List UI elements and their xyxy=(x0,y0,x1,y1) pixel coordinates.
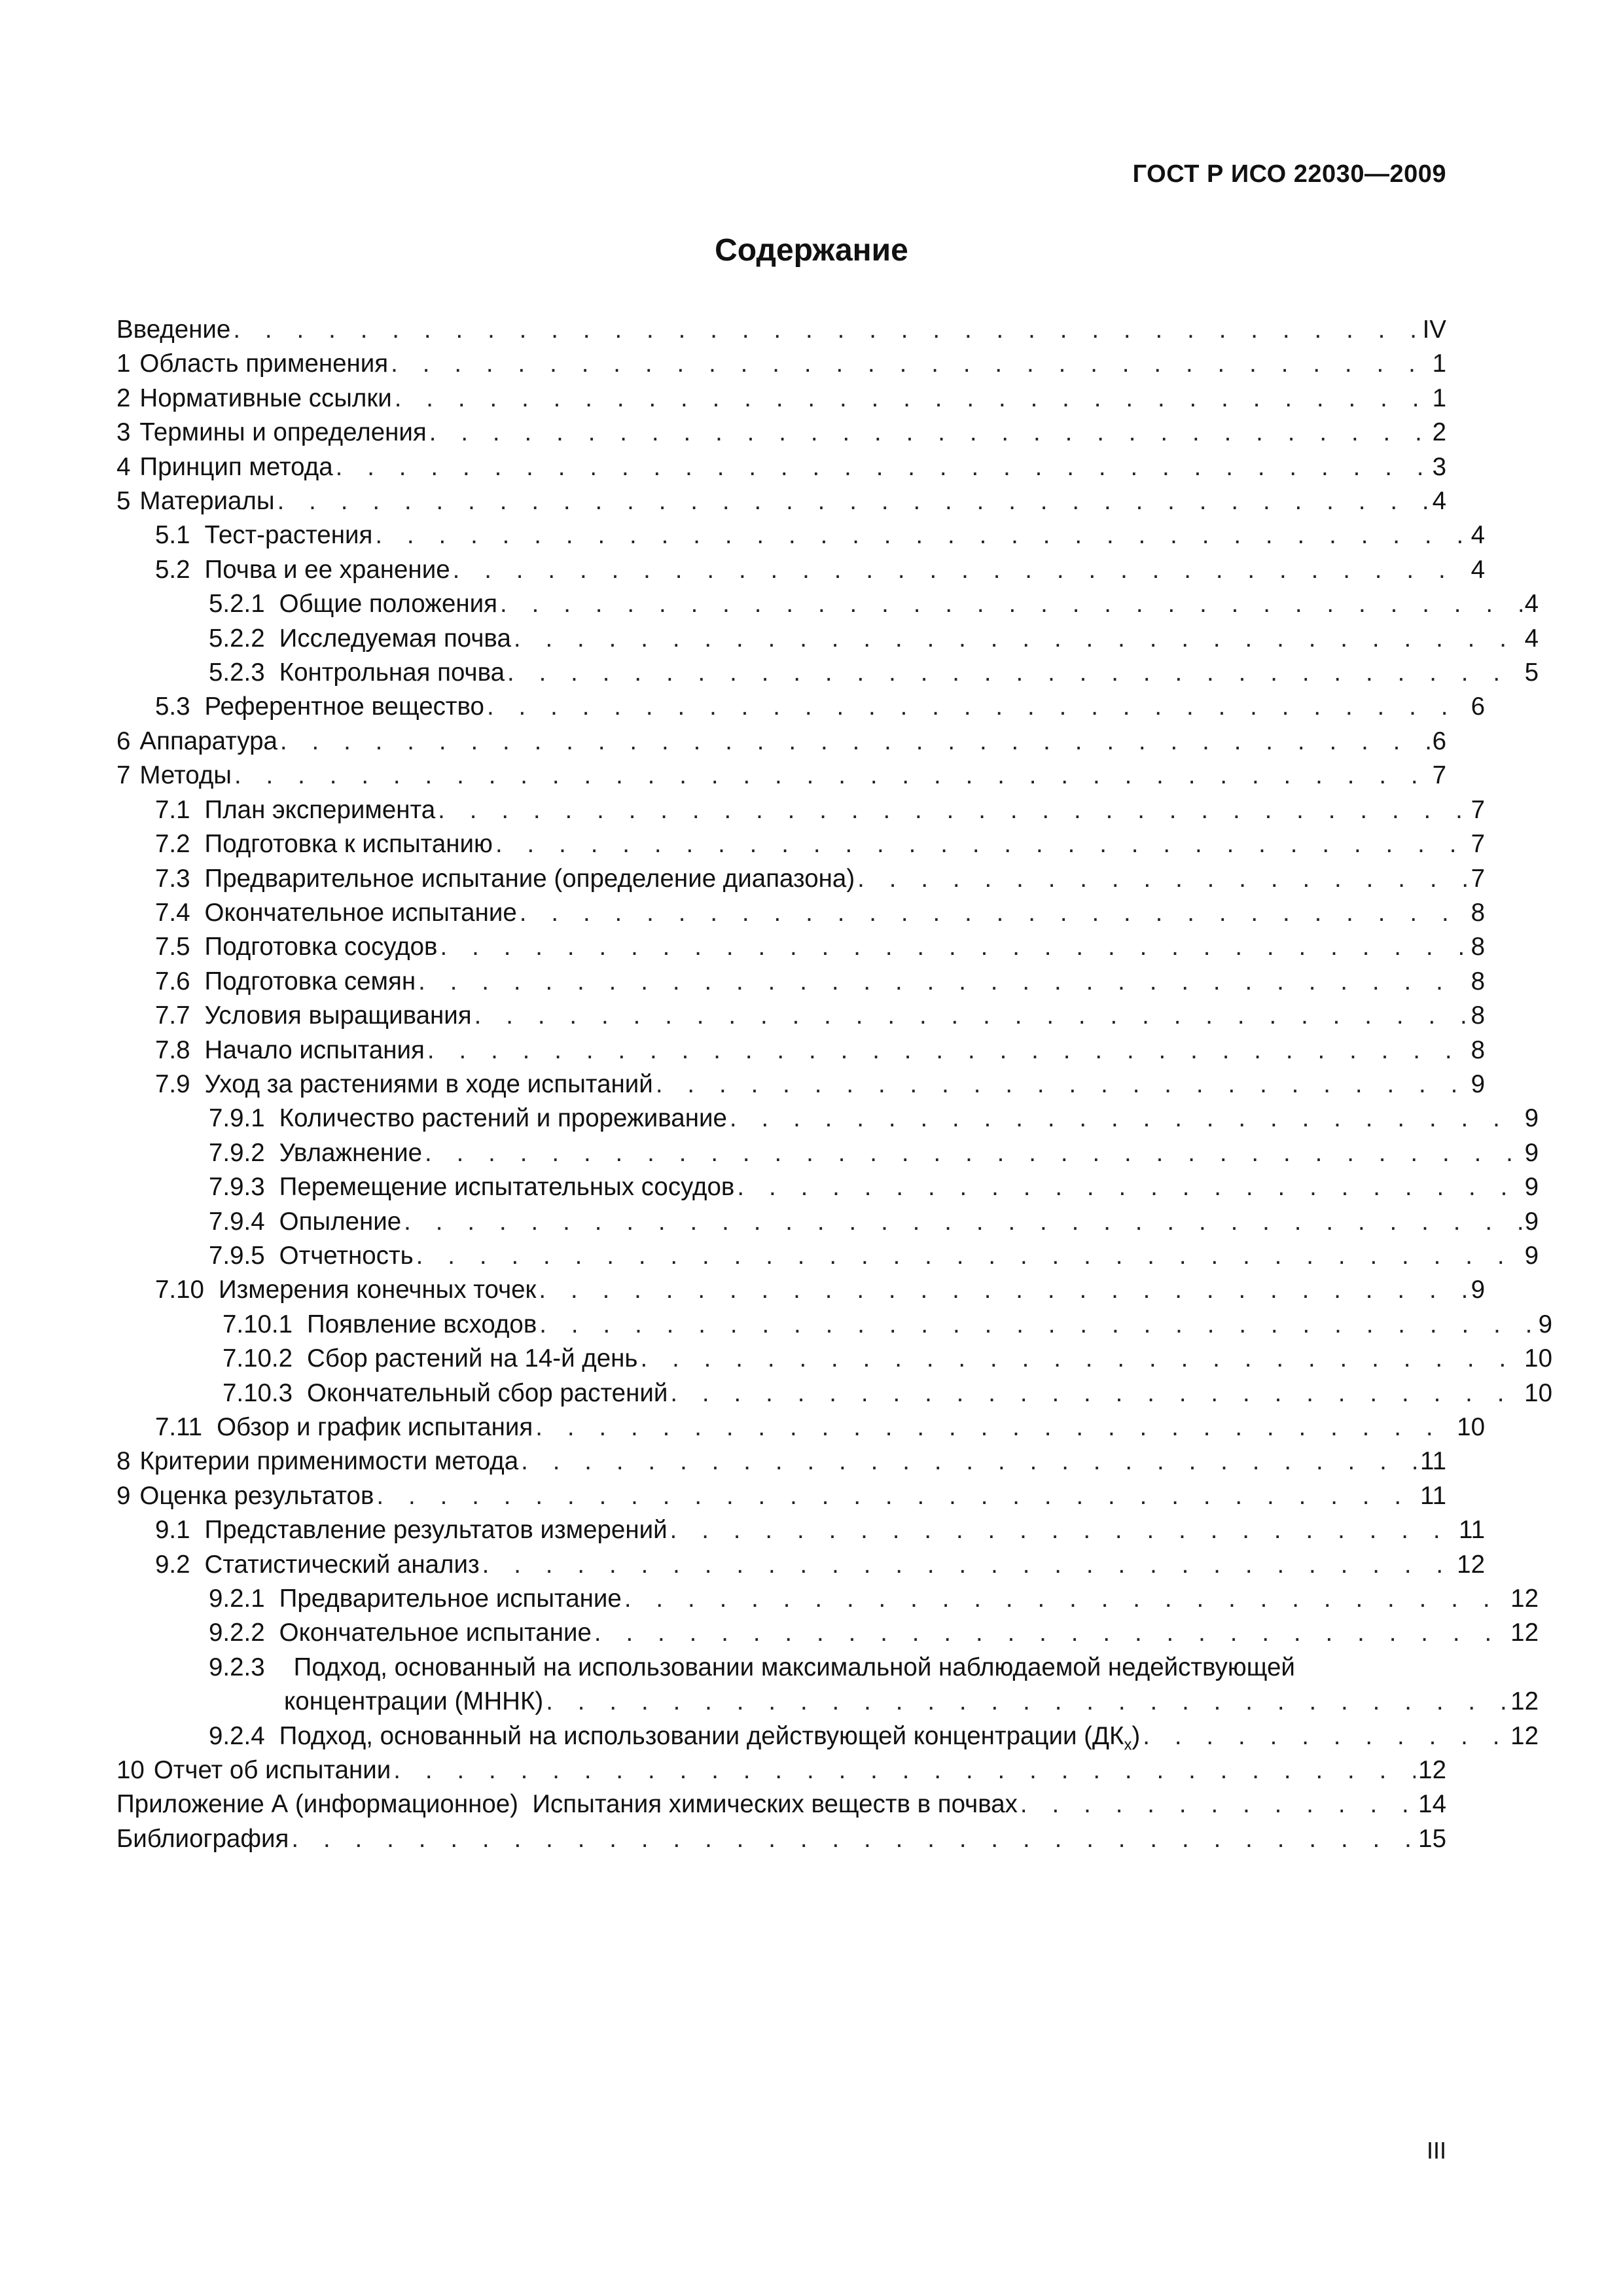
toc-entry-page: 12 xyxy=(1418,1756,1446,1785)
toc-leader-dots xyxy=(520,896,1469,930)
toc-entry-number: 2 xyxy=(116,384,131,412)
toc-leader-dots xyxy=(425,1136,1522,1170)
toc-entry-label: Уход за растениями в ходе испытаний xyxy=(204,1069,653,1098)
toc-entry-page: 9 xyxy=(1524,1104,1539,1133)
toc-entry-label: Подготовка сосудов xyxy=(204,933,438,961)
toc-entry-label: Контрольная почва xyxy=(279,658,505,687)
subscript-x: x xyxy=(1124,1736,1132,1753)
toc-leader-dots xyxy=(539,1308,1535,1342)
toc-leader-dots xyxy=(482,1548,1455,1582)
toc-leader-dots xyxy=(546,1685,1508,1719)
toc-entry[interactable] xyxy=(116,1273,1485,1307)
toc-entry-number: 7.3 xyxy=(155,864,190,893)
toc-entry-page: 8 xyxy=(1471,933,1485,961)
toc-entry-page: 12 xyxy=(1510,1721,1539,1750)
toc-leader-dots xyxy=(427,1033,1469,1067)
toc-entry[interactable] xyxy=(116,1067,1485,1102)
toc-leader-dots xyxy=(730,1102,1522,1136)
toc-entry-label: План эксперимента xyxy=(204,795,436,824)
toc-entry[interactable] xyxy=(116,1136,1539,1170)
toc-entry-number: 9.2.4 xyxy=(209,1721,265,1750)
table-of-contents xyxy=(116,313,1552,1856)
toc-leader-dots xyxy=(429,416,1430,450)
toc-entry-number: 3 xyxy=(116,418,131,447)
toc-entry-label: Отчетность xyxy=(279,1241,414,1270)
toc-entry-label: Измерения конечных точек xyxy=(218,1276,537,1304)
toc-entry-number: 5.2.2 xyxy=(209,624,265,653)
toc-entry-label: Количество растений и прореживание xyxy=(279,1104,727,1133)
toc-entry-number: 7.9.1 xyxy=(209,1104,265,1133)
toc-leader-dots xyxy=(280,725,1430,759)
toc-entry-page: 1 xyxy=(1432,350,1446,378)
toc-entry-page: 4 xyxy=(1471,555,1485,584)
toc-entry-number: 7.11 xyxy=(155,1413,203,1441)
toc-entry-label: Тест-растения xyxy=(204,521,373,550)
toc-entry-number: 7.9.3 xyxy=(209,1173,265,1202)
toc-leader-dots xyxy=(521,1444,1418,1479)
toc-leader-dots xyxy=(641,1342,1522,1376)
toc-entry-page: 12 xyxy=(1457,1550,1485,1579)
toc-leader-dots xyxy=(453,553,1469,587)
toc-entry-number: 7 xyxy=(116,761,131,790)
toc-entry[interactable] xyxy=(116,862,1485,896)
toc-entry-page: 7 xyxy=(1471,864,1485,893)
toc-leader-dots xyxy=(395,382,1430,416)
toc-entry-label: Термины и определения xyxy=(139,418,427,447)
toc-entry[interactable] xyxy=(116,553,1485,587)
toc-entry[interactable] xyxy=(116,1513,1485,1547)
toc-entry-label: Увлажнение xyxy=(279,1138,422,1167)
toc-entry-number: 6 xyxy=(116,726,131,755)
toc-entry[interactable] xyxy=(116,450,1446,484)
toc-entry-label: Начало испытания xyxy=(204,1035,425,1064)
toc-entry-number: 10 xyxy=(116,1756,145,1785)
toc-entry-label: Референтное вещество xyxy=(204,692,484,721)
toc-entry[interactable] xyxy=(116,1205,1539,1239)
toc-leader-dots xyxy=(535,1410,1454,1444)
toc-entry[interactable] xyxy=(116,382,1446,416)
toc-leader-dots xyxy=(670,1513,1456,1547)
toc-leader-dots xyxy=(539,1273,1468,1307)
toc-entry-number: 9.1 xyxy=(155,1516,190,1545)
toc-leader-dots xyxy=(487,690,1469,724)
toc-entry-page: 9 xyxy=(1524,1173,1539,1202)
toc-entry[interactable] xyxy=(116,999,1485,1033)
toc-entry[interactable] xyxy=(116,1479,1446,1513)
toc-entry-number: 5.2 xyxy=(155,555,190,584)
toc-leader-dots xyxy=(656,1067,1469,1102)
toc-entry-label: Материалы xyxy=(139,487,275,516)
toc-entry-page: 8 xyxy=(1471,967,1485,996)
toc-entry-label: Предварительное испытание xyxy=(279,1585,622,1613)
toc-entry-label: Отчет об испытании xyxy=(153,1756,391,1785)
toc-entry-number: 5.3 xyxy=(155,692,190,721)
toc-leader-dots xyxy=(440,930,1469,964)
toc-leader-dots xyxy=(336,450,1430,484)
toc-entry-page: IV xyxy=(1422,315,1446,344)
toc-entry-number: 7.2 xyxy=(155,830,190,859)
toc-entry[interactable] xyxy=(116,587,1539,621)
toc-leader-dots xyxy=(393,1753,1416,1787)
toc-entry-label: Методы xyxy=(139,761,232,790)
toc-entry-page: 8 xyxy=(1471,898,1485,927)
toc-entry[interactable] xyxy=(116,793,1485,827)
toc-entry[interactable] xyxy=(116,484,1446,518)
toc-entry-page: 4 xyxy=(1524,624,1539,653)
toc-entry[interactable] xyxy=(116,759,1446,793)
toc-entry[interactable] xyxy=(116,1308,1552,1342)
toc-entry-label: Введение xyxy=(116,315,231,344)
toc-entry-page: 1 xyxy=(1432,384,1446,412)
toc-entry-number: 7.6 xyxy=(155,967,190,996)
toc-entry-label: Почва и ее хранение xyxy=(204,555,450,584)
toc-entry[interactable] xyxy=(116,518,1485,552)
page-number: III xyxy=(1426,2137,1446,2164)
toc-entry[interactable] xyxy=(116,1822,1446,1856)
toc-leader-dots xyxy=(624,1582,1508,1616)
toc-entry-number: 4 xyxy=(116,452,131,481)
toc-entry[interactable] xyxy=(116,725,1446,759)
toc-entry[interactable] xyxy=(116,656,1539,690)
toc-entry-label: Опыление xyxy=(279,1207,402,1236)
toc-entry[interactable] xyxy=(116,930,1485,964)
toc-entry-number: 7.4 xyxy=(155,898,190,927)
toc-entry-number: 9.2.1 xyxy=(209,1585,265,1613)
toc-entry-number: 7.8 xyxy=(155,1035,190,1064)
toc-entry[interactable] xyxy=(116,1548,1485,1582)
toc-entry-label: Перемещение испытательных сосудов xyxy=(279,1173,735,1202)
toc-entry-page: 8 xyxy=(1471,1035,1485,1064)
toc-leader-dots xyxy=(474,999,1469,1033)
toc-entry-page: 11 xyxy=(1420,1447,1446,1476)
toc-leader-dots xyxy=(376,1479,1418,1513)
toc-leader-dots xyxy=(514,622,1522,656)
toc-leader-dots xyxy=(375,518,1468,552)
toc-leader-dots xyxy=(1020,1787,1416,1821)
toc-entry-label: Оценка результатов xyxy=(139,1481,374,1510)
toc-leader-dots xyxy=(391,347,1429,381)
toc-entry[interactable] xyxy=(116,416,1446,450)
toc-entry-page: 6 xyxy=(1471,692,1485,721)
toc-entry-number: 9 xyxy=(116,1481,131,1510)
toc-leader-dots xyxy=(416,1239,1522,1273)
toc-entry-label: Подготовка к испытанию xyxy=(204,830,493,859)
toc-entry[interactable] xyxy=(116,1239,1539,1273)
toc-entry-page: 6 xyxy=(1432,726,1446,755)
toc-leader-dots xyxy=(594,1616,1508,1650)
toc-entry-page: 9 xyxy=(1471,1069,1485,1098)
toc-leader-dots xyxy=(277,484,1430,518)
toc-entry-label: Исследуемая почва xyxy=(279,624,511,653)
toc-entry-label: Статистический анализ xyxy=(204,1550,480,1579)
toc-entry-label: Обзор и график испытания xyxy=(217,1413,533,1441)
toc-entry-number: 5.2.1 xyxy=(209,590,265,619)
toc-entry-number: 9.2 xyxy=(155,1550,190,1579)
toc-entry-label: Аппаратура xyxy=(139,726,277,755)
toc-entry-page: 9 xyxy=(1524,1207,1539,1236)
toc-entry[interactable] xyxy=(116,622,1539,656)
toc-leader-dots xyxy=(495,827,1469,861)
toc-entry-page: 9 xyxy=(1471,1276,1485,1304)
toc-entry-number: 7.10 xyxy=(155,1276,204,1304)
toc-leader-dots xyxy=(507,656,1522,690)
toc-entry[interactable] xyxy=(116,1719,1539,1753)
toc-entry-label: Окончательное испытание xyxy=(279,1619,592,1647)
toc-entry-page: 4 xyxy=(1432,487,1446,516)
toc-entry-page: 4 xyxy=(1524,590,1539,619)
toc-entry-label: Сбор растений на 14-й день xyxy=(307,1344,638,1373)
toc-entry-number: 9.2.2 xyxy=(209,1619,265,1647)
toc-entry[interactable] xyxy=(116,827,1485,861)
toc-leader-dots xyxy=(234,759,1430,793)
page-title: Содержание xyxy=(715,233,908,268)
toc-leader-dots xyxy=(438,793,1468,827)
toc-entry-number: 7.9.2 xyxy=(209,1138,265,1167)
toc-entry-label: Появление всходов xyxy=(307,1310,537,1338)
toc-entry[interactable] xyxy=(116,1410,1485,1444)
toc-entry-label: Предварительное испытание (определение диапазона) xyxy=(204,864,855,893)
toc-entry-page: 15 xyxy=(1418,1824,1446,1853)
toc-entry[interactable] xyxy=(116,1342,1552,1376)
toc-entry-page: 3 xyxy=(1432,452,1446,481)
toc-entry-page: 9 xyxy=(1538,1310,1552,1338)
toc-entry-label: Общие положения xyxy=(279,590,498,619)
toc-entry-page: 10 xyxy=(1524,1378,1552,1407)
toc-entry[interactable] xyxy=(116,313,1446,347)
toc-entry[interactable] xyxy=(116,1582,1539,1616)
toc-entry-label: Приложение А (информационное) Испытания химических веществ в почвах xyxy=(116,1790,1018,1819)
toc-entry-page: 12 xyxy=(1510,1687,1539,1716)
toc-entry-label: Представление результатов измерений xyxy=(204,1516,668,1545)
toc-entry-page: 10 xyxy=(1524,1344,1552,1373)
toc-entry-page: 2 xyxy=(1432,418,1446,447)
toc-entry[interactable] xyxy=(116,896,1485,930)
toc-entry-number: 7.10.1 xyxy=(223,1310,293,1338)
toc-entry-label: Нормативные ссылки xyxy=(139,384,392,412)
toc-leader-dots xyxy=(500,587,1522,621)
toc-entry-page: 14 xyxy=(1418,1790,1446,1819)
toc-entry-page: 12 xyxy=(1510,1585,1539,1613)
toc-entry-page: 7 xyxy=(1471,830,1485,859)
toc-entry-number: 7.7 xyxy=(155,1001,190,1030)
toc-entry-number: 1 xyxy=(116,350,131,378)
toc-entry-page: 9 xyxy=(1524,1241,1539,1270)
toc-entry-number: 7.9 xyxy=(155,1069,190,1098)
toc-entry-page: 10 xyxy=(1457,1413,1485,1441)
toc-entry-label: Подход, основанный на использовании максимальной наблюдаемой недействующей xyxy=(293,1653,1295,1681)
toc-entry-number: 7.10.2 xyxy=(223,1344,293,1373)
toc-leader-dots xyxy=(1143,1719,1508,1753)
toc-entry[interactable] xyxy=(116,1753,1446,1787)
toc-entry[interactable] xyxy=(116,1102,1539,1136)
toc-entry-number: 7.9.4 xyxy=(209,1207,265,1236)
toc-entry-number: 9.2.3 xyxy=(209,1653,265,1681)
toc-entry-label: Принцип метода xyxy=(139,452,333,481)
toc-entry-number: 7.5 xyxy=(155,933,190,961)
toc-leader-dots xyxy=(418,965,1468,999)
toc-entry-page: 7 xyxy=(1471,795,1485,824)
toc-entry-number: 7.9.5 xyxy=(209,1241,265,1270)
toc-entry-number: 5 xyxy=(116,487,131,516)
toc-entry-number: 8 xyxy=(116,1447,131,1476)
toc-entry[interactable] xyxy=(116,1170,1539,1204)
toc-entry-label: Подготовка семян xyxy=(204,967,416,996)
toc-entry-label: Условия выращивания xyxy=(204,1001,472,1030)
toc-leader-dots xyxy=(404,1205,1522,1239)
toc-entry-number: 7.1 xyxy=(155,795,190,824)
toc-entry-page: 4 xyxy=(1471,521,1485,550)
toc-entry-label: Библиография xyxy=(116,1824,289,1853)
toc-entry-label: Окончательный сбор растений xyxy=(307,1378,668,1407)
toc-leader-dots xyxy=(670,1376,1522,1410)
toc-entry-label: Подход, основанный на использовании действующей концентрации $(ДК_x)$ xyxy=(279,1721,1141,1753)
toc-entry-label: Окончательное испытание xyxy=(204,898,517,927)
toc-entry[interactable] xyxy=(116,1787,1446,1821)
toc-entry[interactable] xyxy=(116,690,1485,724)
toc-entry-label: Область применения xyxy=(139,350,389,378)
toc-entry-page: 11 xyxy=(1420,1481,1446,1510)
toc-entry-page: 12 xyxy=(1510,1619,1539,1647)
toc-entry[interactable] xyxy=(116,1444,1446,1479)
toc-entry-page: 8 xyxy=(1471,1001,1485,1030)
toc-entry[interactable] xyxy=(116,965,1485,999)
toc-entry[interactable] xyxy=(116,1376,1552,1410)
toc-entry-page: 5 xyxy=(1524,658,1539,687)
standard-code-header: ГОСТ Р ИСО 22030—2009 xyxy=(1132,160,1446,188)
toc-leader-dots xyxy=(233,313,1419,347)
toc-leader-dots xyxy=(737,1170,1522,1204)
toc-entry[interactable] xyxy=(116,1033,1485,1067)
toc-leader-dots xyxy=(291,1822,1416,1856)
toc-entry-label-continuation: концентрации (МННК) xyxy=(284,1687,544,1716)
toc-entry[interactable] xyxy=(116,1616,1539,1650)
toc-entry-number: 5.2.3 xyxy=(209,658,265,687)
toc-entry-number: 5.1 xyxy=(155,521,190,550)
toc-entry-page: 9 xyxy=(1524,1138,1539,1167)
toc-entry-number: 7.10.3 xyxy=(223,1378,293,1407)
toc-entry-page: 7 xyxy=(1432,761,1446,790)
toc-entry[interactable] xyxy=(116,1651,1539,1719)
toc-entry[interactable] xyxy=(116,347,1446,381)
toc-entry-page: 11 xyxy=(1459,1516,1485,1545)
toc-entry-label: Критерии применимости метода xyxy=(139,1447,519,1476)
toc-leader-dots xyxy=(857,862,1468,896)
